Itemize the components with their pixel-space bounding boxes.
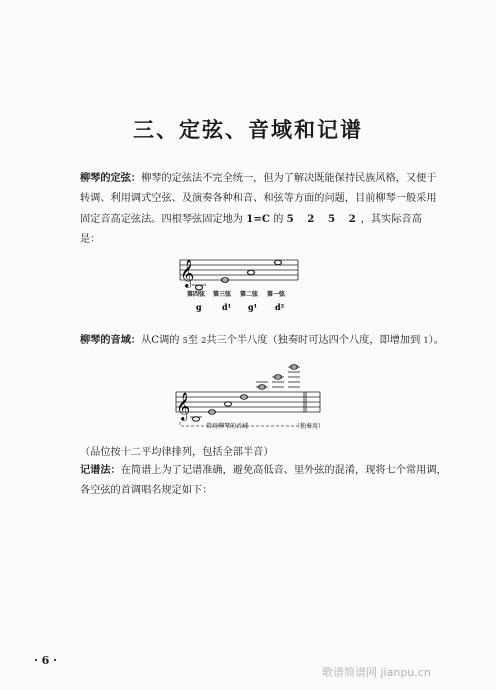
range-label: 常用柳琴的音域 [206, 423, 249, 430]
range-note-solo: 1 [423, 335, 429, 345]
treble-clef-icon: 𝄞 [176, 392, 191, 420]
tuning-note: （品位按十二平均律排列，包括全部半音） [80, 447, 274, 458]
watermark: 歌谱简谱网 jianpu.cn [322, 666, 431, 679]
pitch-d1: d¹ [222, 302, 232, 312]
string-label-1: 第一弦 [267, 291, 286, 298]
range-text-a: 从C调的 [141, 335, 180, 346]
page-number: · 6 · [34, 654, 57, 667]
treble-clef-icon: 𝄞 [180, 259, 195, 287]
string-label-3: 第三弦 [213, 291, 232, 298]
notation-paragraph [80, 460, 450, 501]
range-note-low: 5 [182, 335, 188, 345]
notation-heading: 记谱法： [80, 464, 121, 476]
range-staff [170, 362, 330, 432]
string-label-2: 第二弦 [240, 291, 259, 298]
tuning-staff [172, 248, 312, 318]
pitch-d2: d² [275, 302, 285, 312]
tuning-de: 的 [273, 214, 284, 225]
solo-label: （独奏用） [294, 423, 325, 430]
range-heading: 柳琴的音域： [80, 334, 142, 346]
range-paragraph [80, 330, 460, 351]
notation-text: 在简谱上为了记谱准确，避免高低音、里外弦的混淆，现将七个常用调，各空弦的首调唱名规定如下： [80, 465, 447, 496]
note-g [196, 285, 203, 290]
page-title: 三、定弦、音域和记谱 [133, 117, 363, 142]
range-text-d: ）。 [428, 335, 444, 346]
tuning-paragraph [80, 168, 440, 250]
tuning-after: ，其实际音高是： [80, 214, 422, 245]
tuning-text: 柳琴的定弦法不完全统一，但为了解决既能保持民族风格，又便于转调、利用调式空弦、及演奏各种和音、和弦等方面的问题，目前柳琴一般采用固定音高定弦法。四根琴弦固定地为 [80, 173, 437, 225]
tuning-heading: 柳琴的定弦： [80, 172, 142, 184]
pitch-g1: g¹ [248, 302, 258, 312]
range-note-high: 2 [201, 335, 207, 345]
tuning-key: 1=C [246, 213, 270, 225]
range-text-c: 共三个半八度（独奏时可达四个八度，即增加到 [206, 335, 421, 346]
string-label-4: 第四弦 [187, 291, 206, 298]
note-g1 [248, 270, 255, 275]
range-text-b: 至 [187, 335, 199, 346]
note-d2 [275, 260, 282, 265]
pitch-g: g [196, 302, 202, 312]
tuning-numbers: 5 2 5 2 [286, 213, 361, 225]
